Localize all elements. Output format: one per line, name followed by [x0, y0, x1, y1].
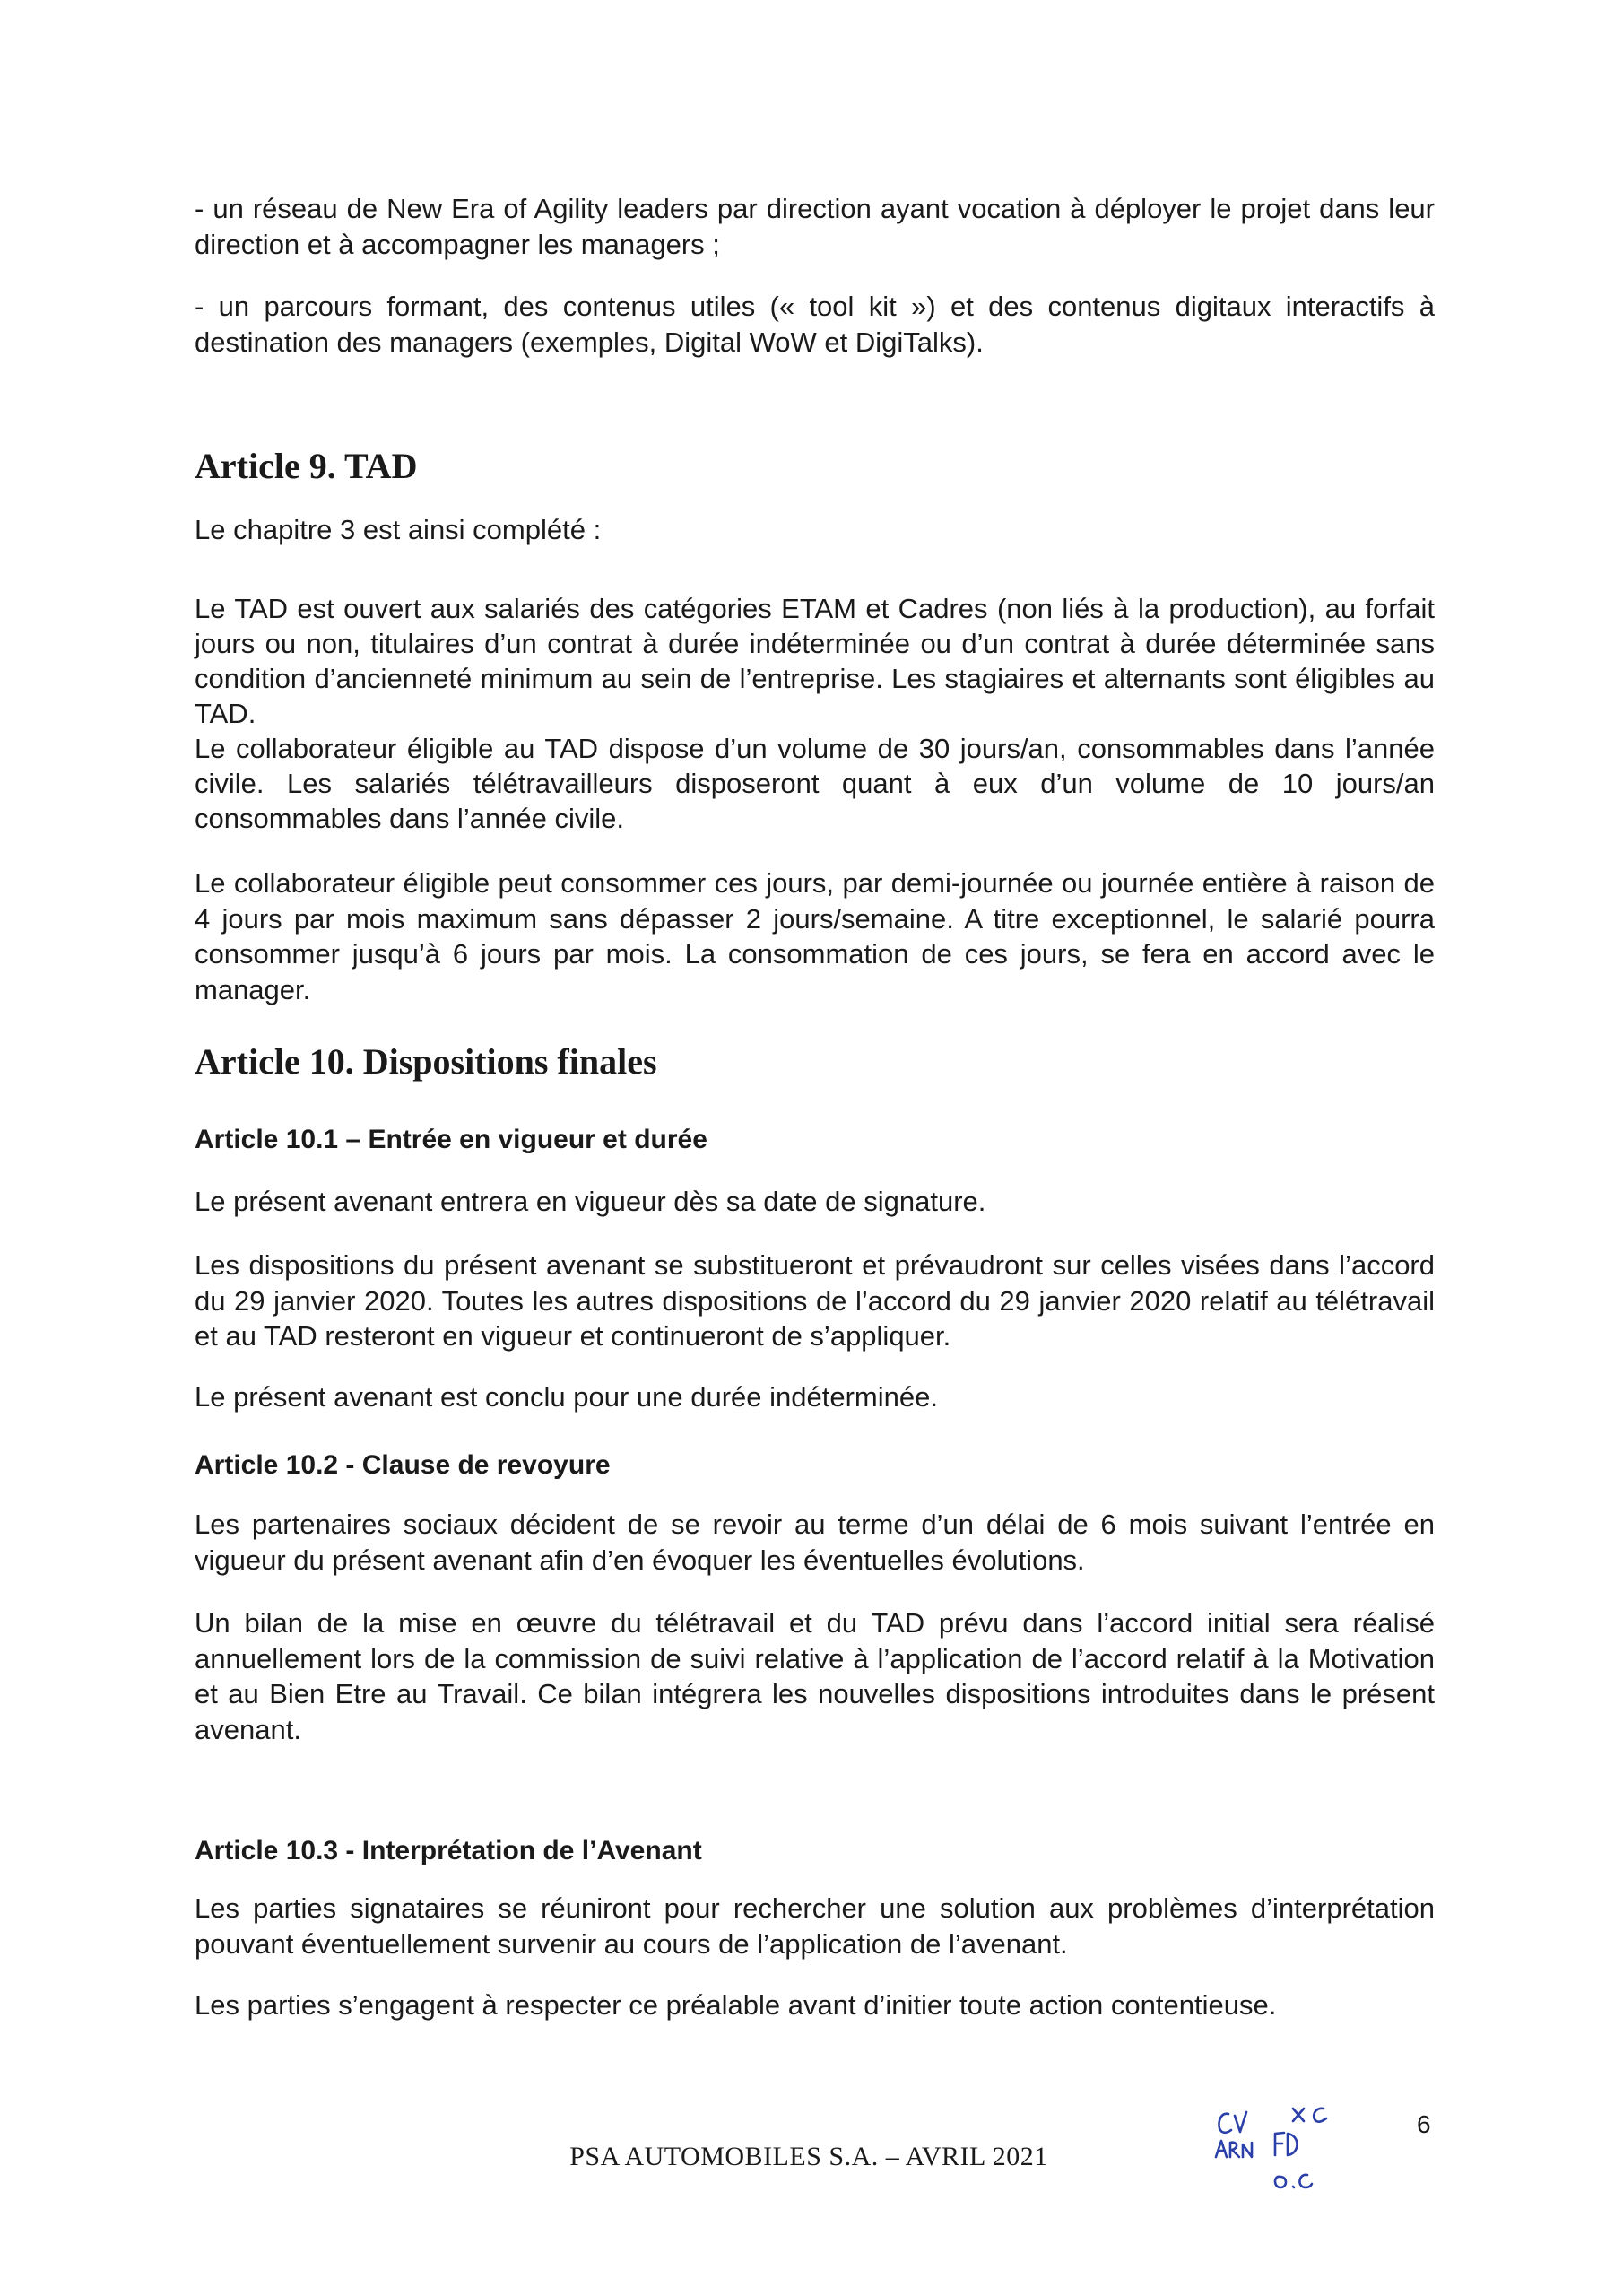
article-10-2-title: Article 10.2 - Clause de revoyure	[195, 1450, 611, 1480]
article-9-title: Article 9. TAD	[195, 446, 418, 486]
article-10-1-p1: Le présent avenant entrera en vigueur dès sa date de signature.	[195, 1186, 986, 1217]
article-9-intro: Le chapitre 3 est ainsi complété :	[195, 514, 602, 545]
article-10-3-p2: Les parties s’engagent à respecter ce préalable avant d’initier toute action contentieuse.	[195, 1989, 1277, 2021]
article-9-body-1: Le TAD est ouvert aux salariés des catégories ETAM et Cadres (non liés à la production), au forfait jours ou non, titulaires d’un contrat à durée indéterminée ou d’un contrat à durée déterminée sans condition d’ancienneté minimum au sein de l’entreprise. Les stagiaires et alternants sont éligibles au TAD. Le collaborateur éligible au TAD dispose d’un volume de 30 jours/an, consommables dans l’année civile. Les salariés télétravailleurs disposeront quant à eux d’un volume de 10 jours/an consommables dans l’année civile.	[195, 593, 1435, 834]
article-10-1-p2: Les dispositions du présent avenant se substitueront et prévaudront sur celles visées dans l’accord du 29 janvier 2020. Toutes les autres dispositions de l’accord du 29 janvier 2020 relatif au télétravail et au TAD resteront en vigueur et continueront de s’appliquer.	[195, 1249, 1435, 1352]
page-footer	[0, 2141, 1623, 2173]
bullet-paragraph-parcours: - un parcours formant, des contenus utiles (« tool kit ») et des contenus digitaux interactifs à destination des managers (exemples, Digital WoW et DigiTalks).	[195, 291, 1435, 358]
article-10-3-title: Article 10.3 - Interprétation de l’Avenant	[195, 1836, 702, 1866]
page-number: 6	[1417, 2110, 1431, 2138]
article-10-2-p2: Un bilan de la mise en œuvre du télétravail et du TAD prévu dans l’accord initial sera réalisé annuellement lors de la commission de suivi relative à l’application de l’accord relatif à la Motivation et au Bien Etre au Travail. Ce bilan intégrera les nouvelles dispositions introduites dans le présent avenant.	[195, 1607, 1435, 1745]
article-10-title: Article 10. Dispositions finales	[195, 1041, 657, 1082]
article-10-1-p3: Le présent avenant est conclu pour une durée indéterminée.	[195, 1381, 938, 1413]
article-9-body-2: Le collaborateur éligible peut consommer ces jours, par demi-journée ou journée entière à raison de 4 jours par mois maximum sans dépasser 2 jours/semaine. A titre exceptionnel, le salarié pourra consommer jusqu’à 6 jours par mois. La consommation de ces jours, se fera en accord avec le manager.	[195, 867, 1435, 1005]
handwritten-initials-signature	[1211, 2103, 1363, 2202]
article-10-2-p1: Les partenaires sociaux décident de se revoir au terme d’un délai de 6 mois suivant l’entrée en vigueur du présent avenant afin d’en évoquer les éventuelles évolutions.	[195, 1509, 1435, 1576]
article-10-1-title: Article 10.1 – Entrée en vigueur et durée	[195, 1125, 707, 1154]
footer-text: PSA AUTOMOBILES S.A. – AVRIL 2021	[569, 2142, 1048, 2171]
article-10-3-p1: Les parties signataires se réuniront pour rechercher une solution aux problèmes d’interprétation pouvant éventuellement survenir au cours de l’application de l’avenant.	[195, 1892, 1435, 1960]
bullet-paragraph-agility-leaders: - un réseau de New Era of Agility leaders par direction ayant vocation à déployer le projet dans leur direction et à accompagner les managers ;	[195, 193, 1435, 260]
